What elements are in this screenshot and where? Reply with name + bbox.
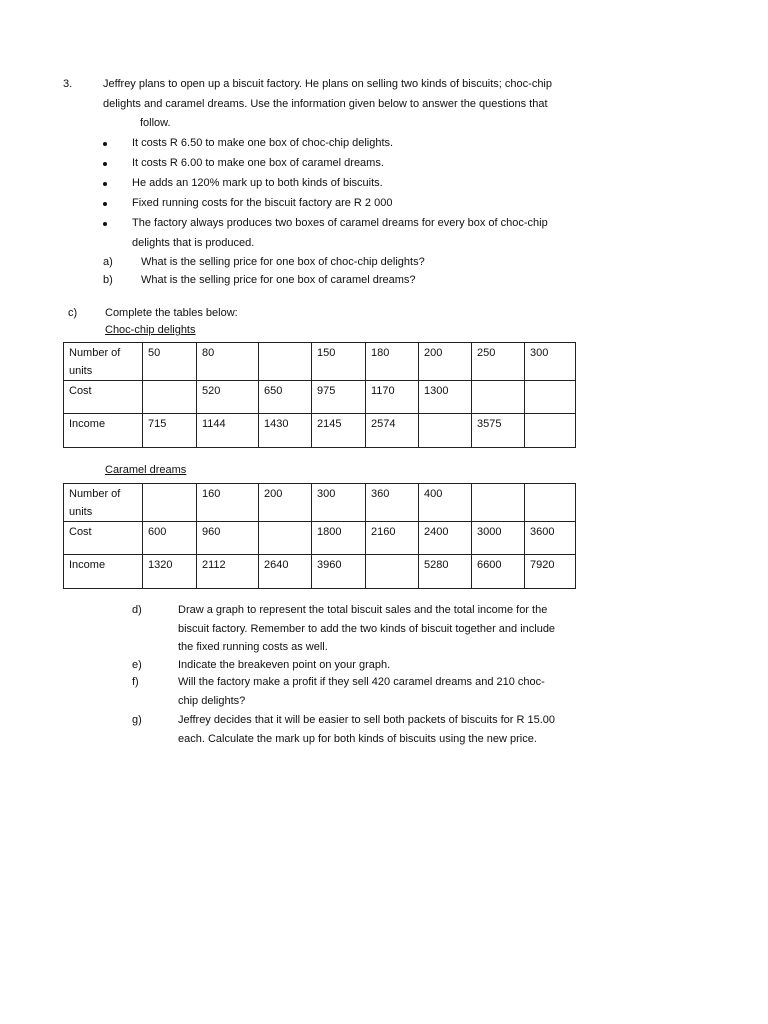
- table-cell: [419, 414, 472, 448]
- part-b-text: What is the selling price for one box of caramel dreams?: [141, 274, 416, 286]
- part-e-label: e): [132, 659, 142, 671]
- bullet-text: It costs R 6.00 to make one box of caramel dreams.: [132, 157, 384, 169]
- table-cell: 715: [143, 414, 197, 448]
- part-f-label: f): [132, 676, 139, 688]
- table-cell: [472, 484, 525, 522]
- bullet-icon: [103, 162, 107, 166]
- table-row: [64, 414, 576, 448]
- table-cell: 2574: [366, 414, 419, 448]
- table-cell: 200: [259, 484, 312, 522]
- bullet-icon: [103, 222, 107, 226]
- bullet-text: delights that is produced.: [132, 236, 255, 249]
- intro-line: delights and caramel dreams. Use the information given below to answer the questions that: [103, 97, 548, 110]
- question-number: 3.: [63, 78, 73, 90]
- table-cell: [525, 484, 576, 522]
- bullet-item: [132, 134, 393, 154]
- bullet-icon: [103, 202, 107, 206]
- part-b-label: b): [103, 274, 113, 286]
- table-cell: 1144: [197, 414, 259, 448]
- table-cell: [525, 414, 576, 448]
- table-cell: 2160: [366, 522, 419, 555]
- table-row: [64, 522, 576, 555]
- table-cell: 200: [419, 343, 472, 381]
- table-cell: 1800: [312, 522, 366, 555]
- table-row: [64, 381, 576, 414]
- bullet-item: [132, 194, 392, 214]
- caramel-table-title: Caramel dreams: [105, 464, 187, 476]
- table-cell: 2640: [259, 555, 312, 589]
- row-header: Cost: [64, 522, 143, 555]
- bullet-item: [132, 174, 383, 194]
- table-cell: 50: [143, 343, 197, 381]
- table-row: [64, 484, 576, 522]
- part-c-label: c): [68, 307, 78, 319]
- part-a-label: a): [103, 256, 113, 268]
- table-cell: 960: [197, 522, 259, 555]
- bullet-text: The factory always produces two boxes of caramel dreams for every box of choc-chip: [132, 217, 548, 229]
- choc-chip-table-title: Choc-chip delights: [105, 324, 196, 336]
- table-cell: 300: [312, 484, 366, 522]
- bullet-item: [132, 214, 548, 253]
- table-row: [64, 555, 576, 589]
- table-row: [64, 343, 576, 381]
- table-cell: 2145: [312, 414, 366, 448]
- row-header: Income: [64, 555, 143, 589]
- row-header: Number of units: [64, 484, 143, 522]
- bullet-icon: [103, 142, 107, 146]
- table-cell: 300: [525, 343, 576, 381]
- bullet-icon: [103, 182, 107, 186]
- part-g-text: Jeffrey decides that it will be easier to sell both packets of biscuits for R 15.00 each. Calculate the mark up for both kinds of biscuits using the new price.: [178, 714, 556, 745]
- table-cell: 1430: [259, 414, 312, 448]
- part-d-text: Draw a graph to represent the total biscuit sales and the total income for the biscuit factory. Remember to add the two kinds of biscuit together and include the fixed running costs as well.: [178, 604, 556, 653]
- row-header: Cost: [64, 381, 143, 414]
- part-g-label: g): [132, 714, 142, 726]
- table-cell: 3575: [472, 414, 525, 448]
- table-cell: 160: [197, 484, 259, 522]
- intro-line: Jeffrey plans to open up a biscuit factory. He plans on selling two kinds of biscuits; choc-chip: [103, 78, 552, 90]
- table-cell: 400: [419, 484, 472, 522]
- table-cell: 600: [143, 522, 197, 555]
- table-cell: [143, 381, 197, 414]
- table-cell: 975: [312, 381, 366, 414]
- row-header: Income: [64, 414, 143, 448]
- table-cell: 150: [312, 343, 366, 381]
- part-c-text: Complete the tables below:: [105, 307, 238, 319]
- intro-line: follow.: [140, 117, 171, 129]
- table-cell: 3000: [472, 522, 525, 555]
- table-cell: 250: [472, 343, 525, 381]
- table-cell: [259, 522, 312, 555]
- table-cell: 1170: [366, 381, 419, 414]
- table-cell: 520: [197, 381, 259, 414]
- table-cell: [525, 381, 576, 414]
- table-cell: 2400: [419, 522, 472, 555]
- table-cell: 1300: [419, 381, 472, 414]
- table-cell: [472, 381, 525, 414]
- choc-chip-table: [63, 342, 576, 448]
- table-cell: [143, 484, 197, 522]
- part-f-text: Will the factory make a profit if they sell 420 caramel dreams and 210 choc- chip delights?: [178, 676, 545, 707]
- table-cell: [259, 343, 312, 381]
- part-a-text: What is the selling price for one box of choc-chip delights?: [141, 256, 425, 268]
- table-cell: 1320: [143, 555, 197, 589]
- table-cell: 80: [197, 343, 259, 381]
- bullet-text: Fixed running costs for the biscuit factory are R 2 000: [132, 197, 393, 209]
- table-cell: 3600: [525, 522, 576, 555]
- table-cell: 360: [366, 484, 419, 522]
- caramel-table: [63, 483, 576, 589]
- table-cell: 3960: [312, 555, 366, 589]
- table-cell: 180: [366, 343, 419, 381]
- table-cell: [366, 555, 419, 589]
- table-cell: 6600: [472, 555, 525, 589]
- table-cell: 7920: [525, 555, 576, 589]
- part-e-text: Indicate the breakeven point on your graph.: [178, 659, 391, 671]
- table-cell: 5280: [419, 555, 472, 589]
- part-d-label: d): [132, 604, 142, 616]
- table-cell: 650: [259, 381, 312, 414]
- table-cell: 2112: [197, 555, 259, 589]
- question-intro: [103, 75, 552, 134]
- bullet-text: He adds an 120% mark up to both kinds of biscuits.: [132, 177, 383, 189]
- bullet-item: [132, 154, 384, 174]
- row-header: Number of units: [64, 343, 143, 381]
- bullet-text: It costs R 6.50 to make one box of choc-chip delights.: [132, 137, 394, 149]
